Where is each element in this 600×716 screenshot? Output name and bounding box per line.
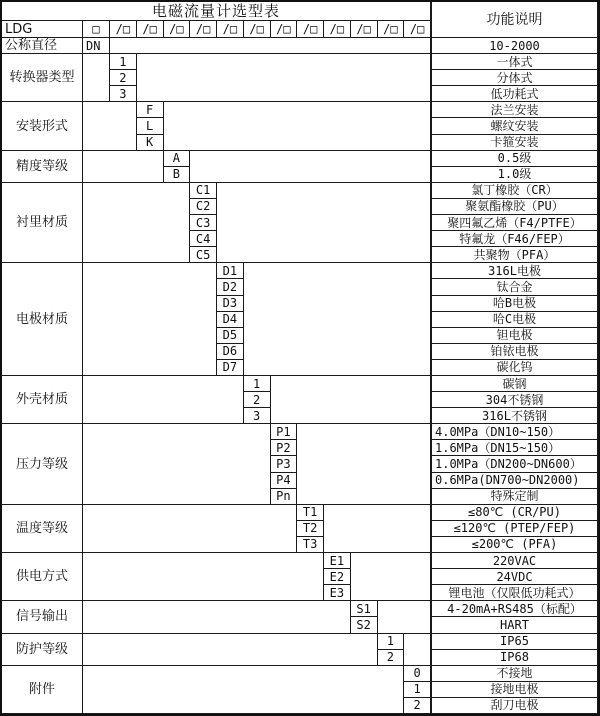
filler-left-electrode-material xyxy=(83,263,217,376)
section-label-nominal-diameter: 公称直径 xyxy=(2,38,83,54)
code-cell-lining-material-C2: C2 xyxy=(190,199,217,215)
section-label-power-supply: 供电方式 xyxy=(2,553,83,601)
code-cell-power-supply-E3: E3 xyxy=(324,585,351,601)
desc-cell-electrode-material-D7: 碳化钨 xyxy=(431,360,598,376)
filler-right-power-supply xyxy=(351,553,431,601)
code-cell-installation-type-F: F xyxy=(137,102,164,118)
code-cell-pressure-rating-P2: P2 xyxy=(271,440,298,456)
code-cell-pressure-rating-P1: P1 xyxy=(271,424,298,440)
desc-cell-power-supply-E1: 220VAC xyxy=(431,553,598,569)
model-slot-box: /□ xyxy=(244,21,271,38)
filler-right-signal-output xyxy=(378,601,432,633)
desc-cell-converter-type-2: 分体式 xyxy=(431,70,598,86)
filler-left-installation-type xyxy=(83,102,137,150)
desc-cell-temperature-rating-T3: ≤200℃ (PFA) xyxy=(431,537,598,553)
code-cell-housing-material-3: 3 xyxy=(244,408,271,424)
model-slot-box: /□ xyxy=(137,21,164,38)
filler-left-pressure-rating xyxy=(83,424,271,504)
code-cell-pressure-rating-P3: P3 xyxy=(271,456,298,472)
code-cell-temperature-rating-T1: T1 xyxy=(297,505,324,521)
code-cell-converter-type-1: 1 xyxy=(110,54,137,70)
desc-cell-power-supply-E3: 锂电池（仅限低功耗式） xyxy=(431,585,598,601)
filler-left-accessories xyxy=(83,666,404,714)
desc-cell-protection-rating-1: IP65 xyxy=(431,634,598,650)
desc-cell-housing-material-3: 316L不锈钢 xyxy=(431,408,598,424)
filler-left-housing-material xyxy=(83,376,244,424)
code-cell-pressure-rating-Pn: Pn xyxy=(271,489,298,505)
section-label-accessories: 附件 xyxy=(2,666,83,714)
filler-left-converter-type xyxy=(83,54,110,102)
code-cell-temperature-rating-T2: T2 xyxy=(297,521,324,537)
code-cell-accuracy-class-A: A xyxy=(164,151,191,167)
desc-cell-electrode-material-D5: 钽电极 xyxy=(431,328,598,344)
model-slot-box: /□ xyxy=(351,21,378,38)
code-cell-electrode-material-D5: D5 xyxy=(217,328,244,344)
desc-cell-accuracy-class-A: 0.5级 xyxy=(431,151,598,167)
desc-cell-temperature-rating-T1: ≤80℃ (CR/PU) xyxy=(431,505,598,521)
desc-cell-accessories-0: 不接地 xyxy=(431,666,598,682)
model-slot-box: /□ xyxy=(190,21,217,38)
model-slot-box: /□ xyxy=(378,21,405,38)
section-label-lining-material: 衬里材质 xyxy=(2,183,83,263)
desc-cell-electrode-material-D3: 哈B电极 xyxy=(431,296,598,312)
desc-cell-converter-type-3: 低功耗式 xyxy=(431,86,598,102)
function-column-header: 功能说明 xyxy=(431,2,598,38)
desc-cell-accuracy-class-B: 1.0级 xyxy=(431,167,598,183)
desc-cell-installation-type-K: 卡箍安装 xyxy=(431,135,598,151)
code-cell-housing-material-1: 1 xyxy=(244,376,271,392)
section-label-signal-output: 信号输出 xyxy=(2,601,83,633)
code-cell-accessories-0: 0 xyxy=(404,666,431,682)
code-cell-accessories-1: 1 xyxy=(404,682,431,698)
filler-right-installation-type xyxy=(164,102,432,150)
code-cell-accuracy-class-B: B xyxy=(164,167,191,183)
filler-right-lining-material xyxy=(217,183,431,263)
desc-cell-pressure-rating-P3: 1.0MPa（DN200~DN600） xyxy=(431,456,598,472)
desc-cell-pressure-rating-P4: 0.6MPa(DN700~DN2000) xyxy=(431,473,598,489)
filler-left-accuracy-class xyxy=(83,151,164,183)
code-cell-converter-type-2: 2 xyxy=(110,70,137,86)
desc-cell-electrode-material-D1: 316L电极 xyxy=(431,263,598,279)
model-base-code-box: □ xyxy=(83,21,110,38)
desc-cell-housing-material-2: 304不锈钢 xyxy=(431,392,598,408)
code-cell-installation-type-L: L xyxy=(137,118,164,134)
code-cell-lining-material-C4: C4 xyxy=(190,231,217,247)
section-label-protection-rating: 防护等级 xyxy=(2,634,83,666)
code-cell-electrode-material-D6: D6 xyxy=(217,344,244,360)
filler-right-protection-rating xyxy=(404,634,431,666)
desc-cell-electrode-material-D2: 钛合金 xyxy=(431,279,598,295)
desc-cell-housing-material-1: 碳钢 xyxy=(431,376,598,392)
filler-right-pressure-rating xyxy=(297,424,431,504)
filler-right-nominal-diameter xyxy=(110,38,431,54)
section-label-converter-type: 转换器类型 xyxy=(2,54,83,102)
desc-cell-lining-material-C3: 聚四氟乙烯（F4/PTFE） xyxy=(431,215,598,231)
filler-right-temperature-rating xyxy=(324,505,431,553)
desc-cell-installation-type-F: 法兰安装 xyxy=(431,102,598,118)
filler-left-power-supply xyxy=(83,553,324,601)
code-cell-temperature-rating-T3: T3 xyxy=(297,537,324,553)
code-cell-power-supply-E1: E1 xyxy=(324,553,351,569)
model-slot-box: /□ xyxy=(217,21,244,38)
code-cell-pressure-rating-P4: P4 xyxy=(271,473,298,489)
model-slot-box: /□ xyxy=(164,21,191,38)
desc-cell-temperature-rating-T2: ≤120℃ (PTEP/FEP) xyxy=(431,521,598,537)
filler-right-converter-type xyxy=(137,54,431,102)
section-label-temperature-rating: 温度等级 xyxy=(2,505,83,553)
code-cell-electrode-material-D3: D3 xyxy=(217,296,244,312)
code-cell-electrode-material-D2: D2 xyxy=(217,279,244,295)
model-slot-box: /□ xyxy=(271,21,298,38)
desc-cell-electrode-material-D4: 哈C电极 xyxy=(431,312,598,328)
model-slot-box: /□ xyxy=(324,21,351,38)
desc-cell-power-supply-E2: 24VDC xyxy=(431,569,598,585)
model-slot-box: /□ xyxy=(110,21,137,38)
filler-right-electrode-material xyxy=(244,263,431,376)
code-cell-lining-material-C3: C3 xyxy=(190,215,217,231)
section-label-electrode-material: 电极材质 xyxy=(2,263,83,376)
desc-cell-pressure-rating-P2: 1.6MPa（DN15~150） xyxy=(431,440,598,456)
desc-cell-lining-material-C1: 氯丁橡胶（CR） xyxy=(431,183,598,199)
desc-cell-converter-type-1: 一体式 xyxy=(431,54,598,70)
desc-cell-signal-output-S2: HART xyxy=(431,617,598,633)
section-label-pressure-rating: 压力等级 xyxy=(2,424,83,504)
code-cell-lining-material-C5: C5 xyxy=(190,247,217,263)
filler-right-housing-material xyxy=(271,376,432,424)
section-label-accuracy-class: 精度等级 xyxy=(2,151,83,183)
filler-left-temperature-rating xyxy=(83,505,297,553)
code-cell-electrode-material-D7: D7 xyxy=(217,360,244,376)
desc-cell-lining-material-C4: 特氟龙（F46/FEP） xyxy=(431,231,598,247)
code-cell-converter-type-3: 3 xyxy=(110,86,137,102)
desc-cell-electrode-material-D6: 铂铱电极 xyxy=(431,344,598,360)
code-cell-nominal-diameter-DN: DN xyxy=(83,38,110,54)
code-cell-power-supply-E2: E2 xyxy=(324,569,351,585)
section-label-installation-type: 安装形式 xyxy=(2,102,83,150)
desc-cell-signal-output-S1: 4-20mA+RS485（标配） xyxy=(431,601,598,617)
code-cell-accessories-2: 2 xyxy=(404,698,431,714)
code-cell-protection-rating-1: 1 xyxy=(378,634,405,650)
desc-cell-lining-material-C2: 聚氨酯橡胶（PU） xyxy=(431,199,598,215)
desc-cell-lining-material-C5: 共聚物（PFA） xyxy=(431,247,598,263)
code-cell-housing-material-2: 2 xyxy=(244,392,271,408)
desc-cell-protection-rating-2: IP68 xyxy=(431,650,598,666)
section-label-housing-material: 外壳材质 xyxy=(2,376,83,424)
filler-left-protection-rating xyxy=(83,634,378,666)
filler-right-accuracy-class xyxy=(190,151,431,183)
desc-cell-accessories-1: 接地电极 xyxy=(431,682,598,698)
code-cell-signal-output-S2: S2 xyxy=(351,617,378,633)
code-cell-installation-type-K: K xyxy=(137,135,164,151)
code-cell-signal-output-S1: S1 xyxy=(351,601,378,617)
code-cell-electrode-material-D4: D4 xyxy=(217,312,244,328)
desc-cell-nominal-diameter-DN: 10-2000 xyxy=(431,38,598,54)
code-cell-protection-rating-2: 2 xyxy=(378,650,405,666)
model-prefix-label: LDG xyxy=(2,21,83,38)
model-slot-box: /□ xyxy=(404,21,431,38)
table-title: 电磁流量计选型表 xyxy=(2,2,431,21)
desc-cell-pressure-rating-Pn: 特殊定制 xyxy=(431,489,598,505)
model-slot-box: /□ xyxy=(297,21,324,38)
code-cell-lining-material-C1: C1 xyxy=(190,183,217,199)
desc-cell-pressure-rating-P1: 4.0MPa（DN10~150） xyxy=(431,424,598,440)
filler-left-signal-output xyxy=(83,601,351,633)
desc-cell-accessories-2: 刮刀电极 xyxy=(431,698,598,714)
filler-left-lining-material xyxy=(83,183,190,263)
desc-cell-installation-type-L: 螺纹安装 xyxy=(431,118,598,134)
code-cell-electrode-material-D1: D1 xyxy=(217,263,244,279)
